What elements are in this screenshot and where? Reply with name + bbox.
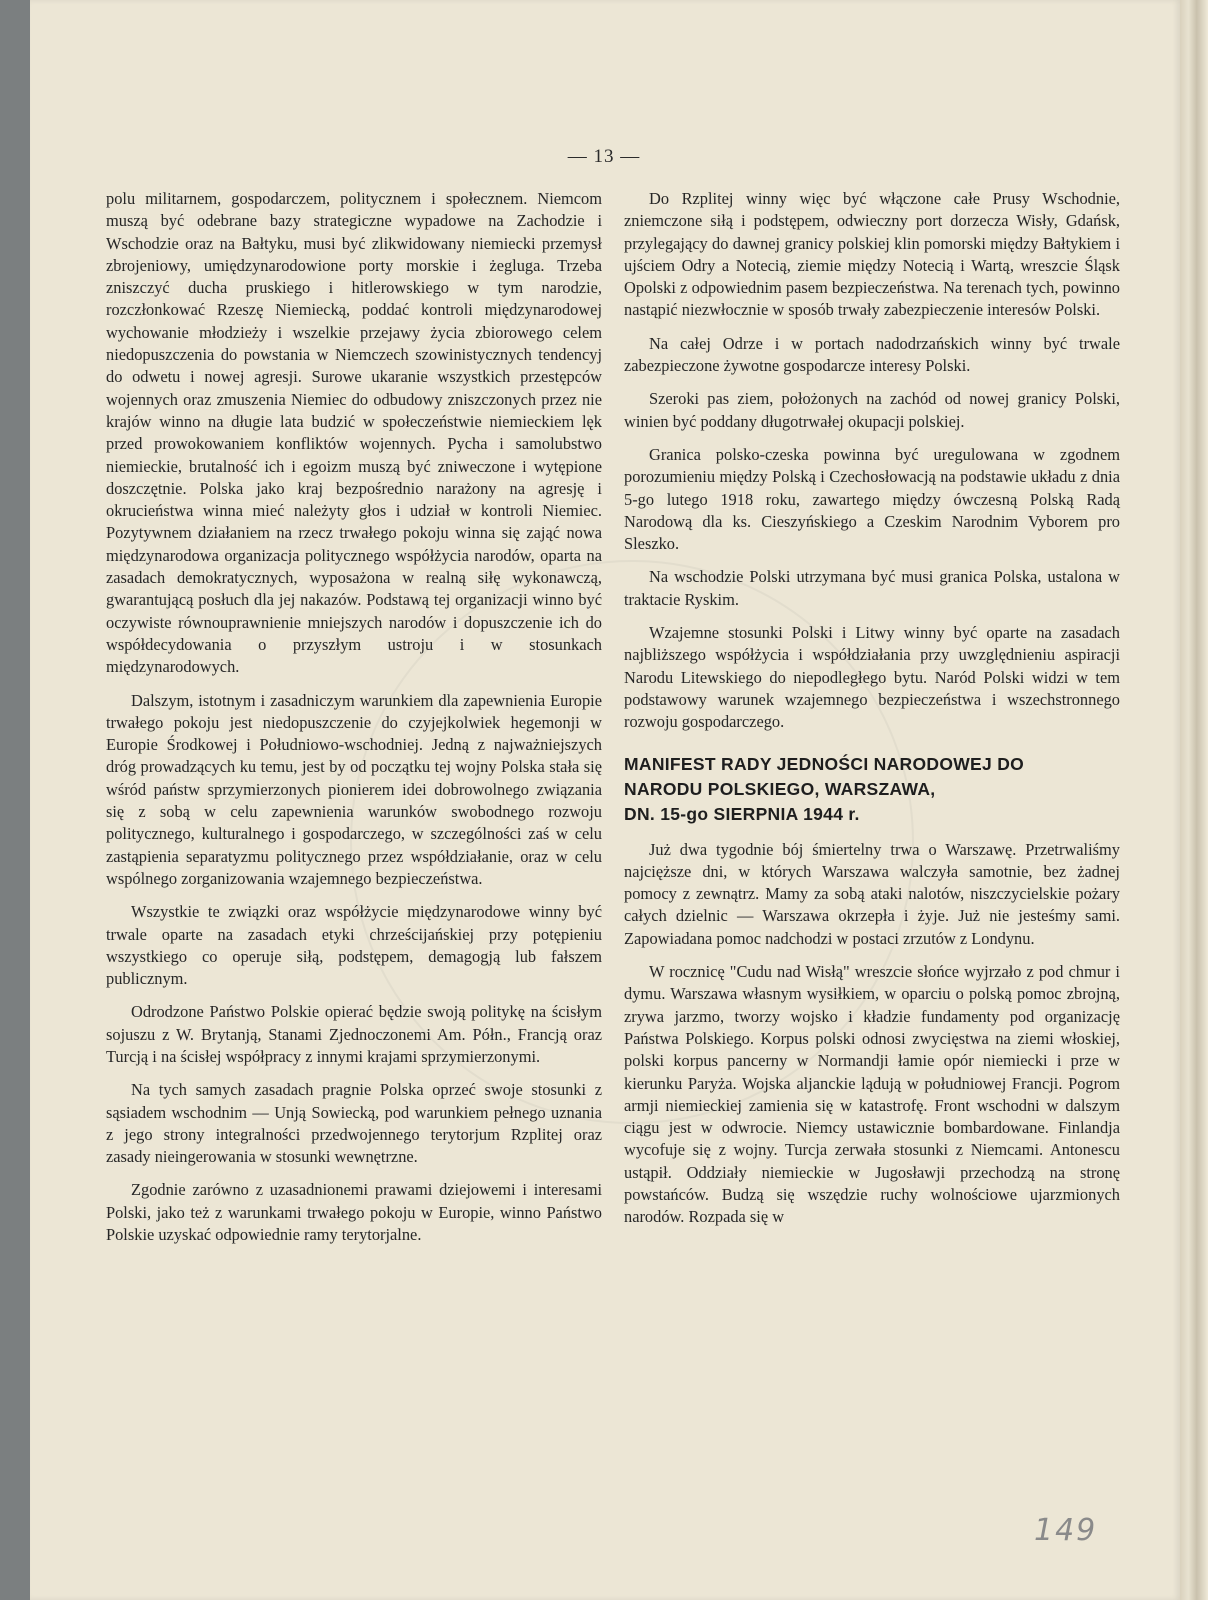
paragraph: Na tych samych zasadach pragnie Polska oprzeć swoje stosunki z sąsiadem wschodnim — Unją Sowiecką, pod warunkiem pełnego uznania z jego strony integralności przedwojennego terytorjum Rzplitej oraz zasady nieingerowania w stosunki wewnętrzne. — [106, 1080, 602, 1167]
left-column — [106, 188, 602, 1257]
paragraph: Szeroki pas ziem, położonych na zachód od nowej granicy Polski, winien być poddany długotrwałej okupacji polskiej. — [624, 389, 1120, 431]
paragraph: Zgodnie zarówno z uzasadnionemi prawami dziejowemi i interesami Polski, jako też z warunkami trwałego pokoju w Europie, winno Państwo Polskie uzyskać odpowiednie ramy terytorjalne. — [106, 1180, 602, 1245]
paragraph: Na całej Odrze i w portach nadodrzańskich winny być trwale zabezpieczone żywotne gospodarcze interesy Polski. — [624, 333, 1120, 376]
paragraph: Granica polsko-czeska powinna być uregulowana w zgodnem porozumieniu między Polską i Czechosłowacją na podstawie układu z dnia 5-go lutego 1918 roku, zawartego między ówczesną Polską Radą Narodową dla ks. Cieszyńskiego a Czeskim Narodnim Vyborem pro Sleszko. — [624, 444, 1120, 554]
paragraph: Na wschodzie Polski utrzymana być musi granica Polska, ustalona w traktacie Ryskim. — [624, 567, 1120, 609]
paragraph: Odrodzone Państwo Polskie opierać będzie swoją politykę na ścisłym sojuszu z W. Brytanją, Stanami Zjednoczonemi Am. Półn., Francją oraz Turcją i na ścisłej współpracy z innymi krajami sprzymierzonymi. — [106, 1002, 602, 1066]
paragraph: Już dwa tygodnie bój śmiertelny trwa o Warszawę. Przetrwaliśmy najcięższe dni, w których Warszawa walczyła samotnie, bez żadnej pomocy z zewnątrz. Mamy za sobą ataki nalotów, niszczycielskie pożary całych dzielnic — Warszawa okrzepła i żyje. Już nie jesteśmy sami. Zapowiadana pomoc nadchodzi w postaci zrzutów z Londynu. — [624, 839, 1120, 948]
right-column — [624, 188, 1120, 1240]
page-number: — 13 — — [567, 146, 641, 167]
handwritten-page-number: 149 — [1034, 1513, 1098, 1548]
paragraph: Wzajemne stosunki Polski i Litwy winny być oparte na zasadach najbliższego współżycia i współdziałania przy uwzględnieniu aspiracji Narodu Litewskiego do niepodległego bytu. Naród Polski widzi w tem podstawowy warunek wzajemnego bezpieczeństwa i wszechstronnego rozwoju gospodarczego. — [624, 623, 1120, 732]
headline-line: NARODU POLSKIEGO, WARSZAWA, — [624, 778, 936, 799]
headline-line: DN. 15-go SIERPNIA 1944 r. — [624, 803, 860, 824]
page-edges — [1180, 0, 1208, 1600]
paragraph: polu militarnem, gospodarczem, politycznem i społecznem. Niemcom muszą być odebrane bazy strategiczne wypadowe na Zachodzie i Wschodzie oraz na Bałtyku, musi być zlikwidowany niemiecki przemysł zbrojeniowy, umiędzynarodowione porty morskie i żegluga. Trzeba zniszczyć ducha pruskiego i hitlerowskiego w tym narodzie, rozczłonkować Rzeszę Niemiecką, poddać kontroli międzynarodowej wychowanie młodzieży i wszelkie przejawy życia zbiorowego celem niedopuszczenia do powstania w Niemczech szowinistycznych tendencyj do odwetu i nowej agresji. Surowe ukaranie wszystkich przestępców wojennych oraz zmuszenia Niemiec do odbudowy zniszczonych przez nie krajów winno na długie lata budzić w społeczeństwie niemieckiem lęk przed prowokowaniem konfliktów wojennych. Pycha i samolubstwo niemieckie, brutalność ich i egoizm muszą być zniweczone i wytępione doszczętnie. Polska jako kraj bezpośrednio narażony na agresję i okrucieństwa winna mieć należyty głos i udział w kontroli Niemiec. Pozytywnem działaniem na rzecz trwałego pokoju winna się zająć nowa międzynarodowa organizacja politycznego współżycia narodów, oparta na zasadach demokratycznych, wyposażona w realną siłę wykonawczą, gwarantującą posłuch dla jej nakazów. Podstawą tej organizacji winno być oczywiste równouprawnienie mniejszych narodów i dopuszczenie ich do współdecydowania o przyszłym ustroju i w stosunkach międzynarodowych. — [106, 189, 602, 677]
paragraph: Dalszym, istotnym i zasadniczym warunkiem dla zapewnienia Europie trwałego pokoju jest niedopuszczenie do czyjejkolwiek hegemonji w Europie Środkowej i Południowo-wschodniej. Jedną z najważniejszych dróg prowadzących ku temu, jest by od początku tej wojny Polska stała się wśród państw sprzymierzonych pionierem idei dobrowolnego związania się z sobą w celu zapewnienia warunków swobodnego rozwoju politycznego, kulturalnego i gospodarczego, w szczególności zaś w celu zastąpienia separatyzmu politycznego przez współdziałanie, oraz w celu wspólnego zorganizowania wzajemnego bezpieczeństwa. — [106, 690, 602, 888]
paragraph: W rocznicę "Cudu nad Wisłą" wreszcie słońce wyjrzało z pod chmur i dymu. Warszawa własnym wysiłkiem, w oparciu o polską pomoc zbrojną, zrywa jarzmo, tworzy wojsko i kładzie fundamenty pod organizację Państwa Polskiego. Korpus polski odnosi zwycięstwa na ziemi włoskiej, polski korpus pancerny w Normandji łamie opór niemiecki i prze w kierunku Paryża. Wojska aljanckie lądują w południowej Francji. Pogrom armji niemieckiej zamienia się w katastrofę. Front wschodni w dalszym ciągu jest w odwrocie. Niemcy ustawicznie bombardowane. Finlandja wycofuje się z wojny. Turcja zerwała stosunki z Niemcami. Antonescu ustąpił. Oddziały niemieckie w Jugosławji przechodzą na stronę powstańców. Budzą się wszędzie ruchy wolnościowe ujarzmionych narodów. Rozpada się w — [624, 962, 1120, 1227]
paragraph: Wszystkie te związki oraz współżycie międzynarodowe winny być trwale oparte na zasadach etyki chrześcijańskiej przy potępieniu wszystkiego co operuje siłą, podstępem, demagogją lub fałszem publicznym. — [106, 902, 602, 989]
headline-line: MANIFEST RADY JEDNOŚCI NARODOWEJ DO — [624, 753, 1025, 774]
manifest-headline — [624, 752, 1120, 827]
paragraph: Do Rzplitej winny więc być włączone całe Prusy Wschodnie, zniemczone siłą i podstępem, odwieczny port dorzecza Wisły, Gdańsk, przylegający do dawnej granicy polskiej klin pomorski między Bałtykiem i ujściem Odry a Notecią, ziemie między Notecią i Wartą, wreszcie Śląsk Opolski z odpowiednim pasem bezpieczeństwa. Na terenach tych, powinno nastąpić niezwłocznie w sposób trwały zabezpieczenie interesów Polski. — [624, 189, 1120, 320]
